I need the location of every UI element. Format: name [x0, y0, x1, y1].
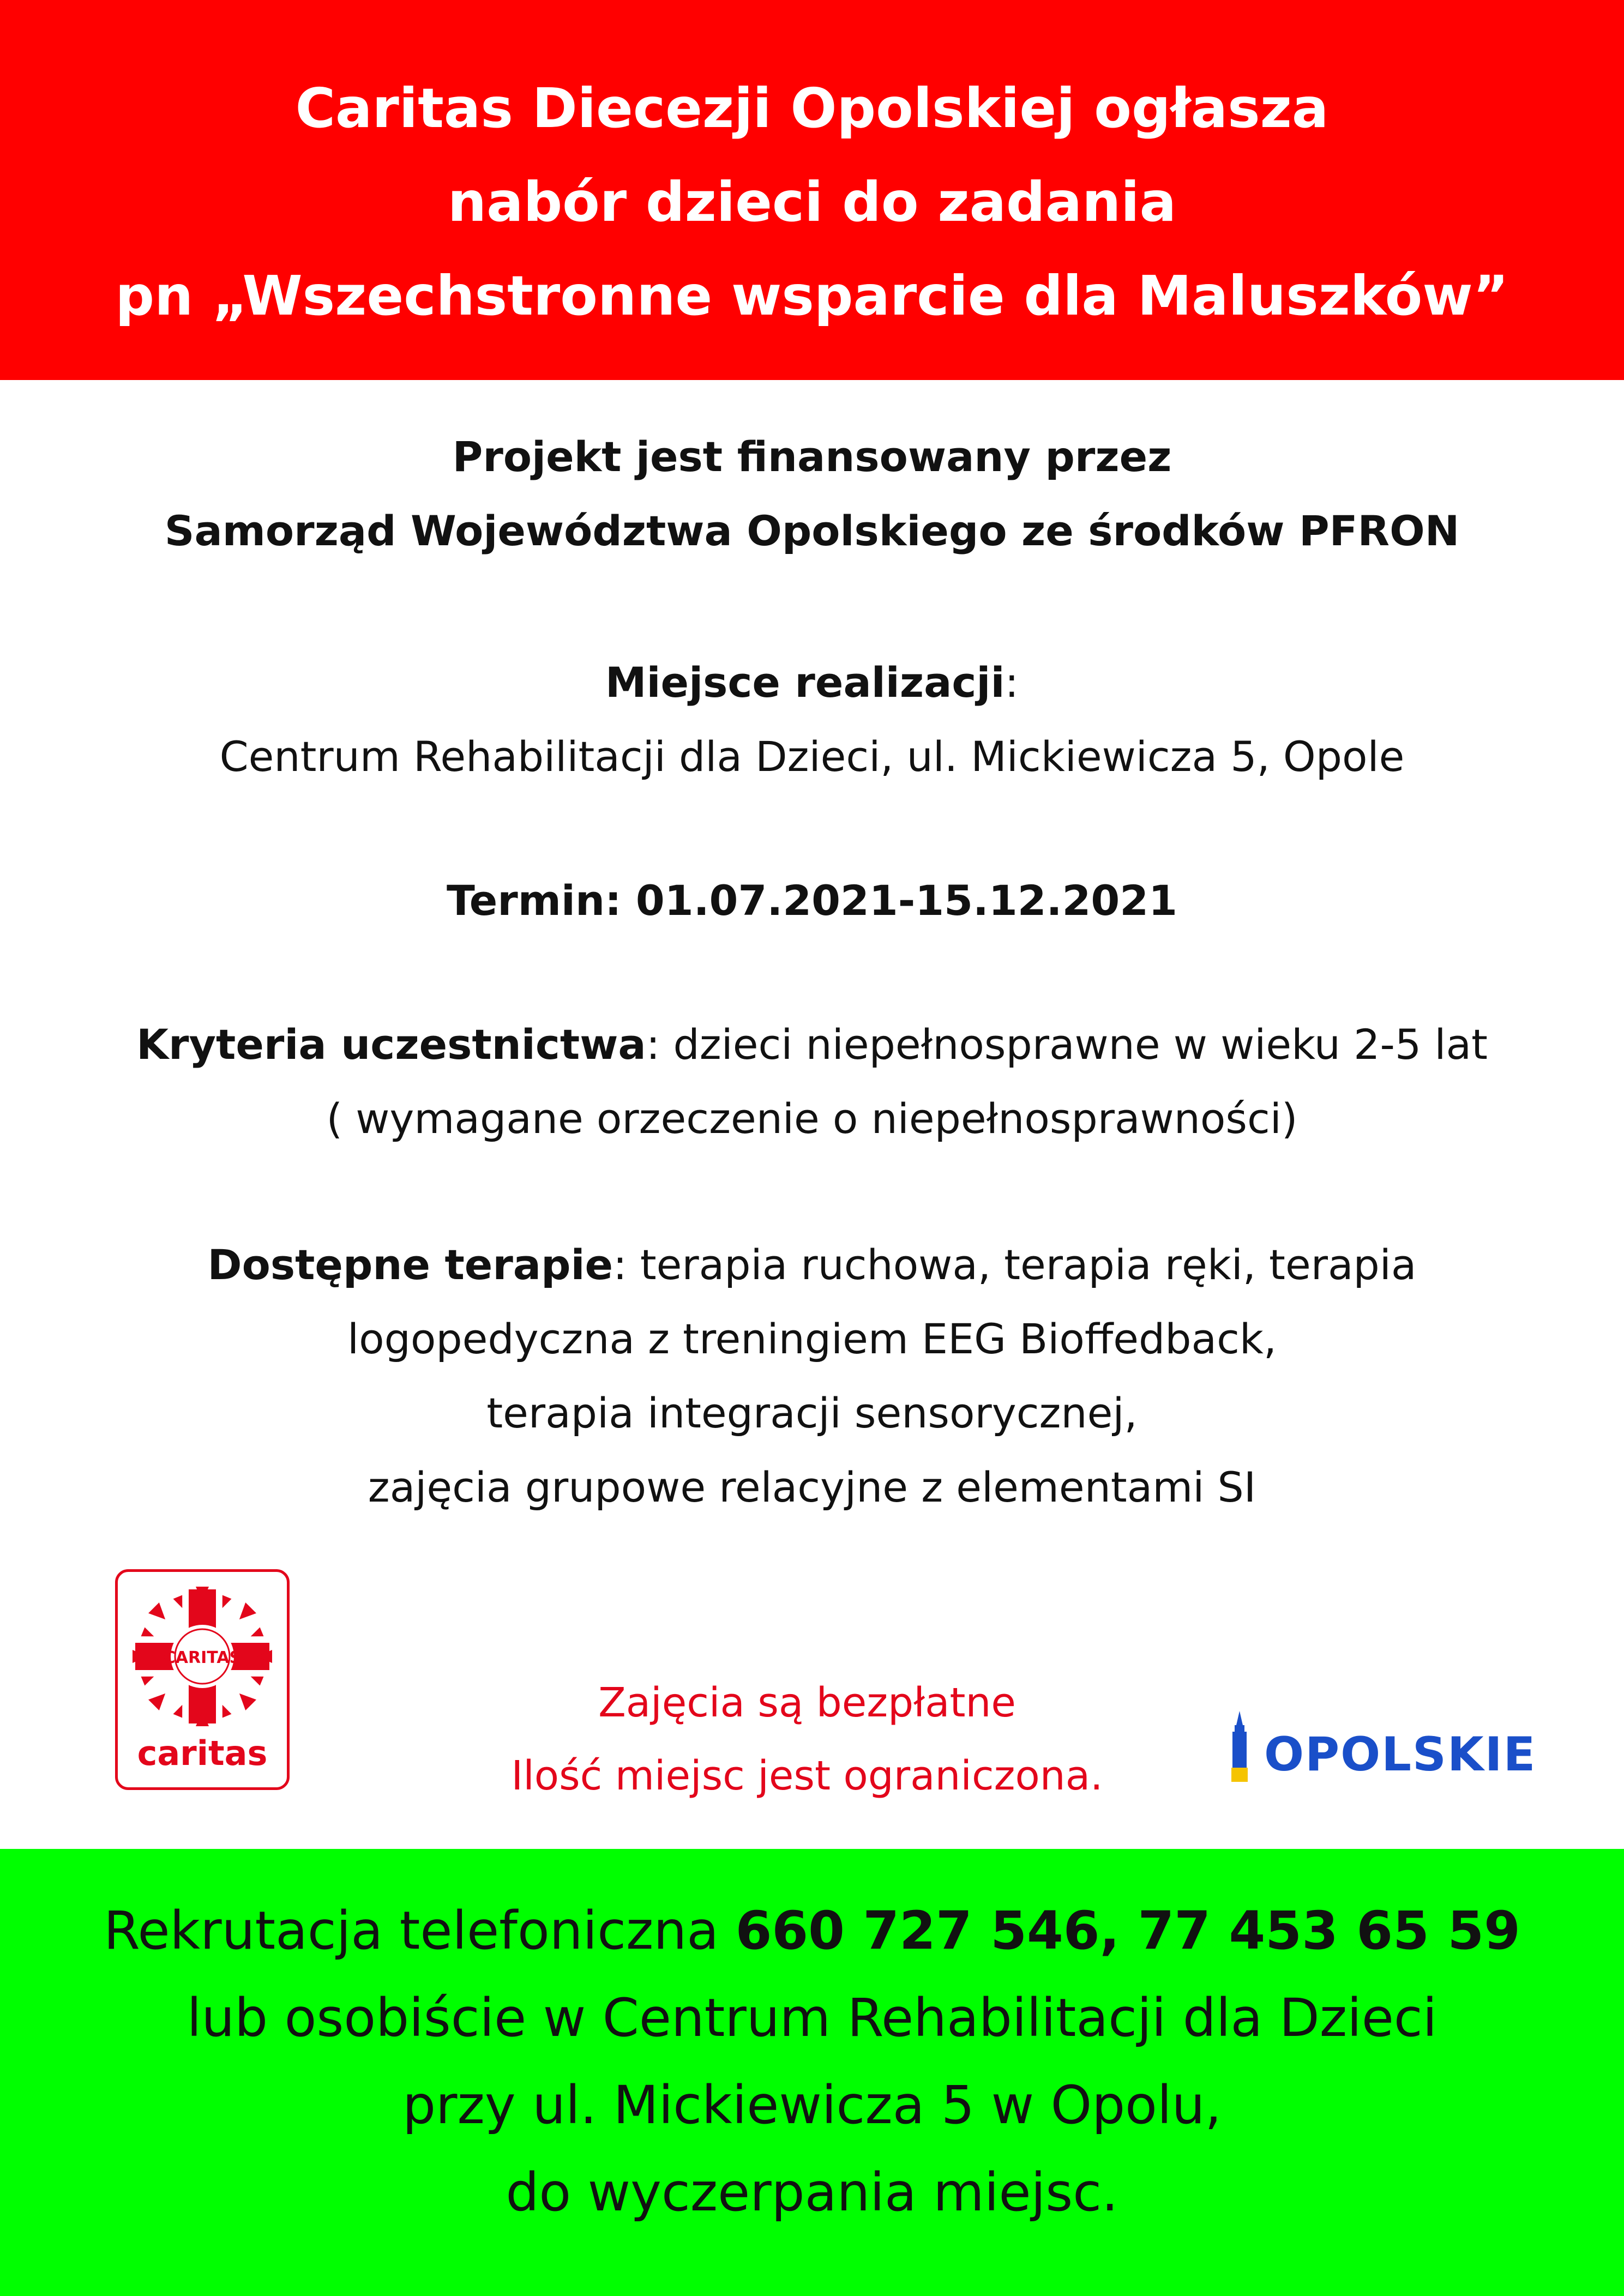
location-value: Centrum Rehabilitacji dla Dzieci, ul. Mickiewicza 5, Opole — [219, 732, 1405, 781]
caritas-cross-icon — [128, 1582, 277, 1731]
header-line-2: nabór dzieci do zadania — [447, 170, 1177, 234]
location-label-suffix: : — [1005, 658, 1019, 707]
location-label: Miejsce realizacji — [605, 658, 1005, 707]
criteria-line-1 — [0, 1008, 1624, 1082]
term-section — [0, 864, 1624, 938]
header-line-3: pn „Wszechstronne wsparcie dla Maluszków” — [115, 264, 1509, 328]
financing-line-1: Projekt jest finansowany przez — [452, 432, 1172, 481]
therapies-section — [0, 1228, 1624, 1524]
free-notice — [382, 1666, 1232, 1812]
footer-recruitment-text: Rekrutacja telefoniczna — [104, 1900, 736, 1961]
therapies-value: : terapia ruchowa, terapia ręki, terapia — [613, 1240, 1417, 1289]
criteria-value: : dzieci niepełnosprawne w wieku 2-5 lat — [646, 1020, 1488, 1069]
footer-phone-numbers: 660 727 546, 77 453 65 59 — [735, 1900, 1520, 1961]
opolskie-tower-icon — [1220, 1711, 1259, 1787]
free-notice-line-2: Ilość miejsc jest ograniczona. — [511, 1752, 1103, 1799]
header-banner — [0, 0, 1624, 380]
opolskie-wordmark: OPOLSKIE — [1264, 1727, 1537, 1782]
footer-line-1 — [0, 1887, 1624, 1974]
caritas-seal-text: CARITAS — [163, 1648, 242, 1667]
footer-line-4: do wyczerpania miejsc. — [506, 2162, 1118, 2223]
footer-line-2: lub osobiście w Centrum Rehabilitacji dla Dzieci — [187, 1987, 1437, 2048]
criteria-label: Kryteria uczestnictwa — [136, 1020, 646, 1069]
header-line-1: Caritas Diecezji Opolskiej ogłasza — [295, 76, 1329, 140]
criteria-section — [0, 1008, 1624, 1156]
therapies-line-2: logopedyczna z treningiem EEG Bioffedback, — [347, 1315, 1277, 1363]
location-section — [0, 646, 1624, 794]
footer-line-3: przy ul. Mickiewicza 5 w Opolu, — [402, 2075, 1222, 2136]
term-text: Termin: 01.07.2021-15.12.2021 — [446, 876, 1178, 925]
financing-section — [0, 420, 1624, 568]
free-notice-line-1: Zajęcia są bezpłatne — [598, 1679, 1016, 1726]
therapies-line-3: terapia integracji sensorycznej, — [486, 1389, 1138, 1437]
therapies-line-4: zajęcia grupowe relacyjne z elementami SI — [368, 1463, 1256, 1511]
criteria-line-2: ( wymagane orzeczenie o niepełnosprawności) — [326, 1094, 1298, 1143]
therapies-label: Dostępne terapie — [207, 1240, 613, 1289]
financing-line-2: Samorząd Województwa Opolskiego ze środków PFRON — [164, 507, 1460, 555]
footer-banner — [0, 1849, 1624, 2296]
caritas-logo — [115, 1569, 290, 1790]
caritas-wordmark: caritas — [137, 1733, 268, 1773]
therapies-line-1 — [0, 1228, 1624, 1302]
location-heading — [0, 646, 1624, 720]
opolskie-logo — [1220, 1711, 1569, 1787]
